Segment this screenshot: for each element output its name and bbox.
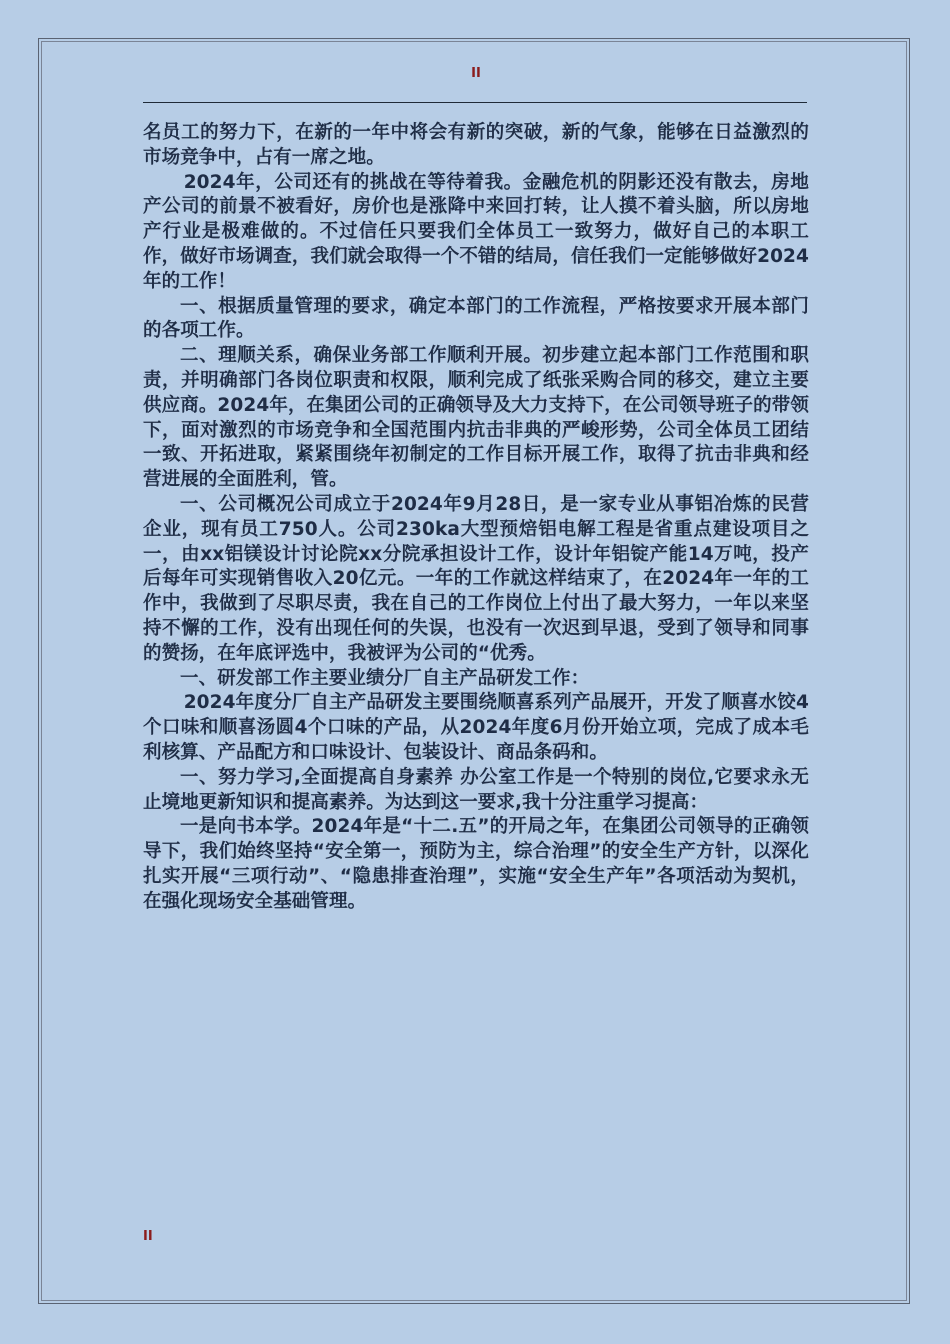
paragraph-6: 一、研发部工作主要业绩分厂自主产品研发工作： (180, 667, 590, 689)
paragraph-5: 一、公司概况公司成立于2024年9月28日，是一家专业从事铝冶炼的民营企业，现有员工750人。公司230ka大型预焙铝电解工程是省重点建设项目之一，由xx铝镁设计讨论院xx分院承担设计工作，设计年铝锭产能14万吨，投产后每年可实现销售收入20亿元。一年的工作就这样结束了，在2024年一年的工作中，我做到了尽职尽责，我在自己的工作岗位上付出了最大努力，一年以来坚持不懈的工作，没有出现任何的失误，也没有一次迟到早退，受到了领导和同事的赞扬，在年底评选中，我被评为公司的“优秀。 (143, 493, 809, 664)
paragraph-1: 名员工的努力下，在新的一年中将会有新的突破，新的气象，能够在日益激烈的市场竞争中，占有一席之地。 (143, 122, 809, 168)
header-divider (143, 102, 807, 103)
paragraph-8: 一、努力学习,全面提高自身素养 办公室工作是一个特别的岗位,它要求永无止境地更新知识和提高素养。为达到这一要求,我十分注重学习提高： (143, 766, 809, 813)
document-body (143, 121, 809, 915)
footer-mark: II (143, 1229, 153, 1244)
paragraph-3: 一、根据质量管理的要求，确定本部门的工作流程，严格按要求开展本部门的各项工作。 (143, 295, 809, 342)
paragraph-2: 2024年，公司还有的挑战在等待着我。金融危机的阴影还没有散去，房地产公司的前景不被看好，房价也是涨降中来回打转，让人摸不着头脑，所以房地产行业是极难做的。不过信任只要我们全体员工一致努力，做好自己的本职工作，做好市场调查，我们就会取得一个不错的结局，信任我们一定能够做好2024年的工作！ (143, 171, 809, 292)
paragraph-7: 2024年度分厂自主产品研发主要围绕顺喜系列产品展开，开发了顺喜水饺4个口味和顺喜汤圆4个口味的产品，从2024年度6月份开始立项，完成了成本毛利核算、产品配方和口味设计、包装设计、商品条码和。 (143, 692, 809, 763)
paragraph-4: 二、理顺关系，确保业务部工作顺利开展。初步建立起本部门工作范围和职责，并明确部门各岗位职责和权限，顺利完成了纸张采购合同的移交，建立主要供应商。2024年，在集团公司的正确领导及大力支持下，在公司领导班子的带领下，面对激烈的市场竞争和全国范围内抗击非典的严峻形势，公司全体员工团结一致、开拓进取，紧紧围绕年初制定的工作目标开展工作，取得了抗击非典和经营进展的全面胜利，管。 (143, 345, 809, 491)
header-mark: II (471, 66, 481, 81)
paragraph-9: 一是向书本学。2024年是“十二.五”的开局之年，在集团公司领导的正确领导下，我们始终坚持“安全第一，预防为主，综合治理”的安全生产方针，以深化扎实开展“三项行动”、“隐患排查治理”，实施“安全生产年”各项活动为契机，在强化现场安全基础管理。 (143, 816, 809, 912)
